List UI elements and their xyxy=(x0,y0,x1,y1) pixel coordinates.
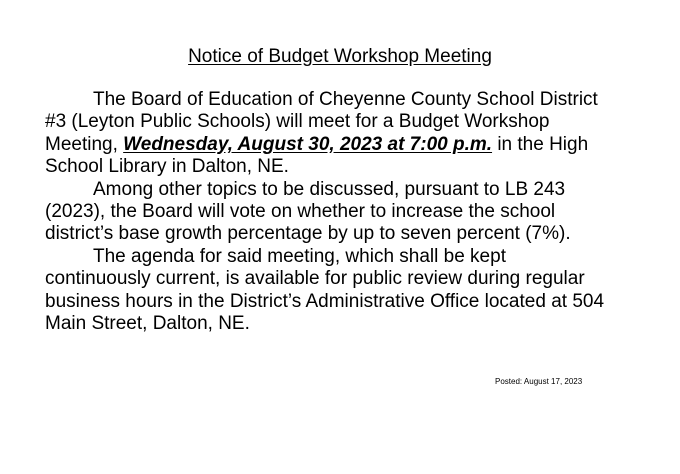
meeting-date-time: Wednesday, August 30, 2023 at 7:00 p.m. xyxy=(123,133,493,155)
paragraph-agenda-availability: The agenda for said meeting, which shall be kept continuously current, is available for public review during regular business hours in the District’s Administrative Office located at 504 Main Street, Dalton, NE. xyxy=(45,245,605,335)
meeting-intro-text: The Board of Education of Cheyenne County School District #3 (Leyton Public Schools) will meet for a Budget Workshop Meeting, xyxy=(45,89,598,155)
meeting-location-text: in the High School Library in Dalton, NE. xyxy=(45,133,589,178)
notice-title: Notice of Budget Workshop Meeting xyxy=(188,46,492,67)
posted-date: Posted: August 17, 2023 xyxy=(495,377,583,386)
notice-body xyxy=(45,89,615,335)
paragraph-meeting-details xyxy=(45,89,615,179)
paragraph-vote-topic: Among other topics to be discussed, pursuant to LB 243 (2023), the Board will vote on whether to increase the school district’s base growth percentage by up to seven percent (7%). xyxy=(45,178,571,245)
